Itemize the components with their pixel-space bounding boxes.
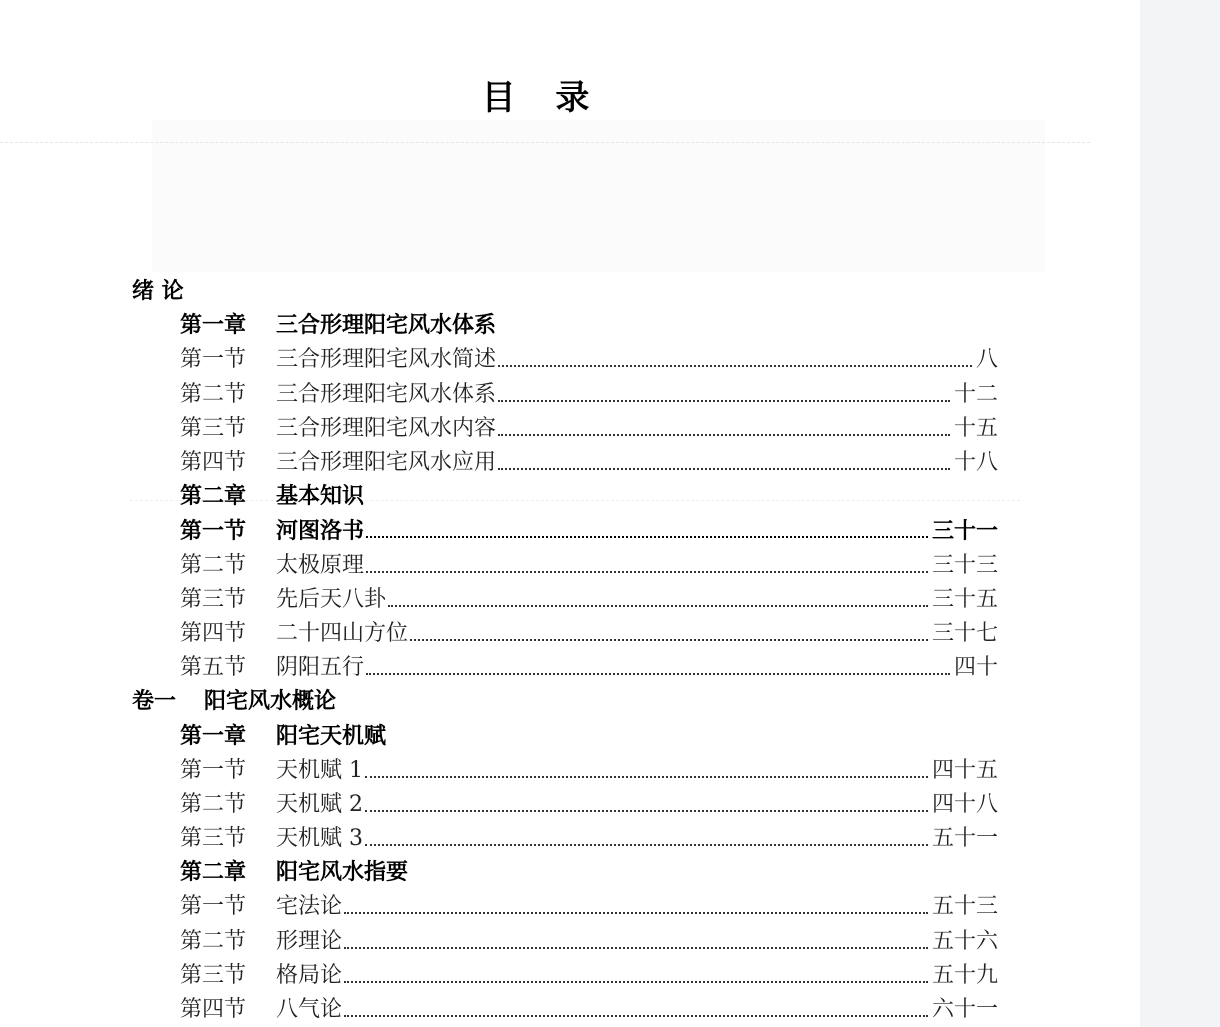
toc-page-number: 五十六 xyxy=(931,928,998,954)
toc-part-heading xyxy=(0,685,1140,719)
toc-section-entry[interactable] xyxy=(0,412,1140,446)
table-of-contents xyxy=(0,275,1140,1027)
toc-dot-leader xyxy=(344,890,928,914)
toc-dot-leader xyxy=(344,925,928,949)
toc-dot-leader xyxy=(366,651,950,675)
toc-section-entry[interactable] xyxy=(0,514,1140,548)
toc-dot-leader xyxy=(388,583,928,607)
toc-section-entry[interactable] xyxy=(0,343,1140,377)
toc-entry-title: 三合形理阳宅风水应用 xyxy=(276,450,497,476)
viewer-side-gutter xyxy=(1140,0,1220,1027)
toc-entry-number: 第一章 xyxy=(180,313,247,339)
toc-entry-number: 第二章 xyxy=(180,860,247,886)
toc-dot-leader xyxy=(365,788,928,812)
toc-entry-title: 天机赋 3 xyxy=(276,826,363,852)
toc-entry-title: 三合形理阳宅风水内容 xyxy=(276,415,497,441)
toc-entry-number: 第二节 xyxy=(180,381,247,407)
toc-dot-leader xyxy=(344,993,928,1017)
toc-entry-title: 形理论 xyxy=(276,928,343,954)
toc-page-number: 三十七 xyxy=(931,620,998,646)
toc-entry-number: 第一节 xyxy=(180,347,247,373)
toc-page-number: 五十一 xyxy=(931,826,998,852)
toc-entry-title: 八气论 xyxy=(276,997,343,1023)
toc-chapter-heading xyxy=(0,480,1140,514)
toc-entry-number: 第三节 xyxy=(180,586,247,612)
toc-section-entry[interactable] xyxy=(0,446,1140,480)
toc-dot-leader xyxy=(365,754,928,778)
toc-page-number: 五十九 xyxy=(931,962,998,988)
toc-dot-leader xyxy=(410,617,928,641)
toc-entry-title: 阳宅风水概论 xyxy=(204,689,337,715)
toc-dot-leader xyxy=(498,343,972,367)
toc-entry-title: 阳宅天机赋 xyxy=(276,723,387,749)
toc-section-entry[interactable] xyxy=(0,583,1140,617)
toc-entry-title: 太极原理 xyxy=(276,552,365,578)
toc-dot-leader xyxy=(366,514,928,538)
toc-section-entry[interactable] xyxy=(0,925,1140,959)
toc-page-number: 十八 xyxy=(953,450,998,476)
toc-entry-title: 三合形理阳宅风水简述 xyxy=(276,347,497,373)
toc-entry-number: 第一节 xyxy=(180,757,247,783)
toc-section-entry[interactable] xyxy=(0,822,1140,856)
toc-dot-leader xyxy=(344,959,928,983)
toc-entry-title: 河图洛书 xyxy=(276,518,365,545)
toc-page-number: 四十五 xyxy=(931,757,998,783)
toc-chapter-heading xyxy=(0,309,1140,343)
toc-entry-number: 第三节 xyxy=(180,415,247,441)
toc-entry-title: 阳宅风水指要 xyxy=(276,860,409,886)
toc-entry-title: 阴阳五行 xyxy=(276,655,365,681)
toc-entry-number: 第五节 xyxy=(180,655,247,681)
toc-dot-leader xyxy=(498,378,950,402)
toc-entry-title: 二十四山方位 xyxy=(276,620,409,646)
toc-page-number: 六十一 xyxy=(931,997,998,1023)
toc-entry-number: 第二节 xyxy=(180,928,247,954)
toc-section-entry[interactable] xyxy=(0,549,1140,583)
toc-section-entry[interactable] xyxy=(0,788,1140,822)
toc-page-number: 三十一 xyxy=(931,518,998,545)
divider-line xyxy=(0,142,1090,143)
toc-entry-number: 第二节 xyxy=(180,552,247,578)
toc-chapter-heading xyxy=(0,719,1140,753)
toc-dot-leader xyxy=(365,822,928,846)
toc-section-entry[interactable] xyxy=(0,378,1140,412)
toc-page-number: 四十 xyxy=(953,655,998,681)
toc-entry-number: 第二节 xyxy=(180,791,247,817)
toc-entry-number: 第四节 xyxy=(180,450,247,476)
toc-entry-number: 第一章 xyxy=(180,723,247,749)
toc-entry-title: 天机赋 1 xyxy=(276,757,363,783)
toc-page-number: 八 xyxy=(975,347,998,373)
toc-page-number: 三十五 xyxy=(931,586,998,612)
toc-entry-number: 第一节 xyxy=(180,518,247,545)
toc-entry-title: 先后天八卦 xyxy=(276,586,387,612)
toc-entry-number: 第四节 xyxy=(180,997,247,1023)
toc-page-number: 四十八 xyxy=(931,791,998,817)
toc-section-entry[interactable] xyxy=(0,959,1140,993)
toc-section-entry[interactable] xyxy=(0,617,1140,651)
toc-entry-number: 卷一 xyxy=(132,689,177,715)
toc-entry-title: 格局论 xyxy=(276,962,343,988)
toc-section-entry[interactable] xyxy=(0,890,1140,924)
toc-entry-number: 第三节 xyxy=(180,826,247,852)
toc-dot-leader xyxy=(366,549,928,573)
toc-entry-number: 第四节 xyxy=(180,620,247,646)
toc-entry-title: 三合形理阳宅风水体系 xyxy=(276,381,497,407)
toc-page-number: 五十三 xyxy=(931,894,998,920)
toc-entry-number: 第三节 xyxy=(180,962,247,988)
toc-dot-leader xyxy=(498,412,950,436)
toc-section-entry[interactable] xyxy=(0,993,1140,1027)
toc-entry-number: 绪 论 xyxy=(132,279,184,305)
toc-section-entry[interactable] xyxy=(0,754,1140,788)
toc-entry-number: 第一节 xyxy=(180,894,247,920)
toc-chapter-heading xyxy=(0,856,1140,890)
page-title: 目 录 xyxy=(481,78,604,118)
toc-entry-title: 宅法论 xyxy=(276,894,343,920)
toc-page-number: 十五 xyxy=(953,415,998,441)
toc-part-heading xyxy=(0,275,1140,309)
toc-entry-title: 天机赋 2 xyxy=(276,791,363,817)
toc-section-entry[interactable] xyxy=(0,651,1140,685)
toc-entry-title: 基本知识 xyxy=(276,484,365,510)
toc-dot-leader xyxy=(498,446,950,470)
toc-page-number: 三十三 xyxy=(931,552,998,578)
toc-entry-title: 三合形理阳宅风水体系 xyxy=(276,313,497,339)
toc-page-number: 十二 xyxy=(953,381,998,407)
toc-entry-number: 第二章 xyxy=(180,484,247,510)
